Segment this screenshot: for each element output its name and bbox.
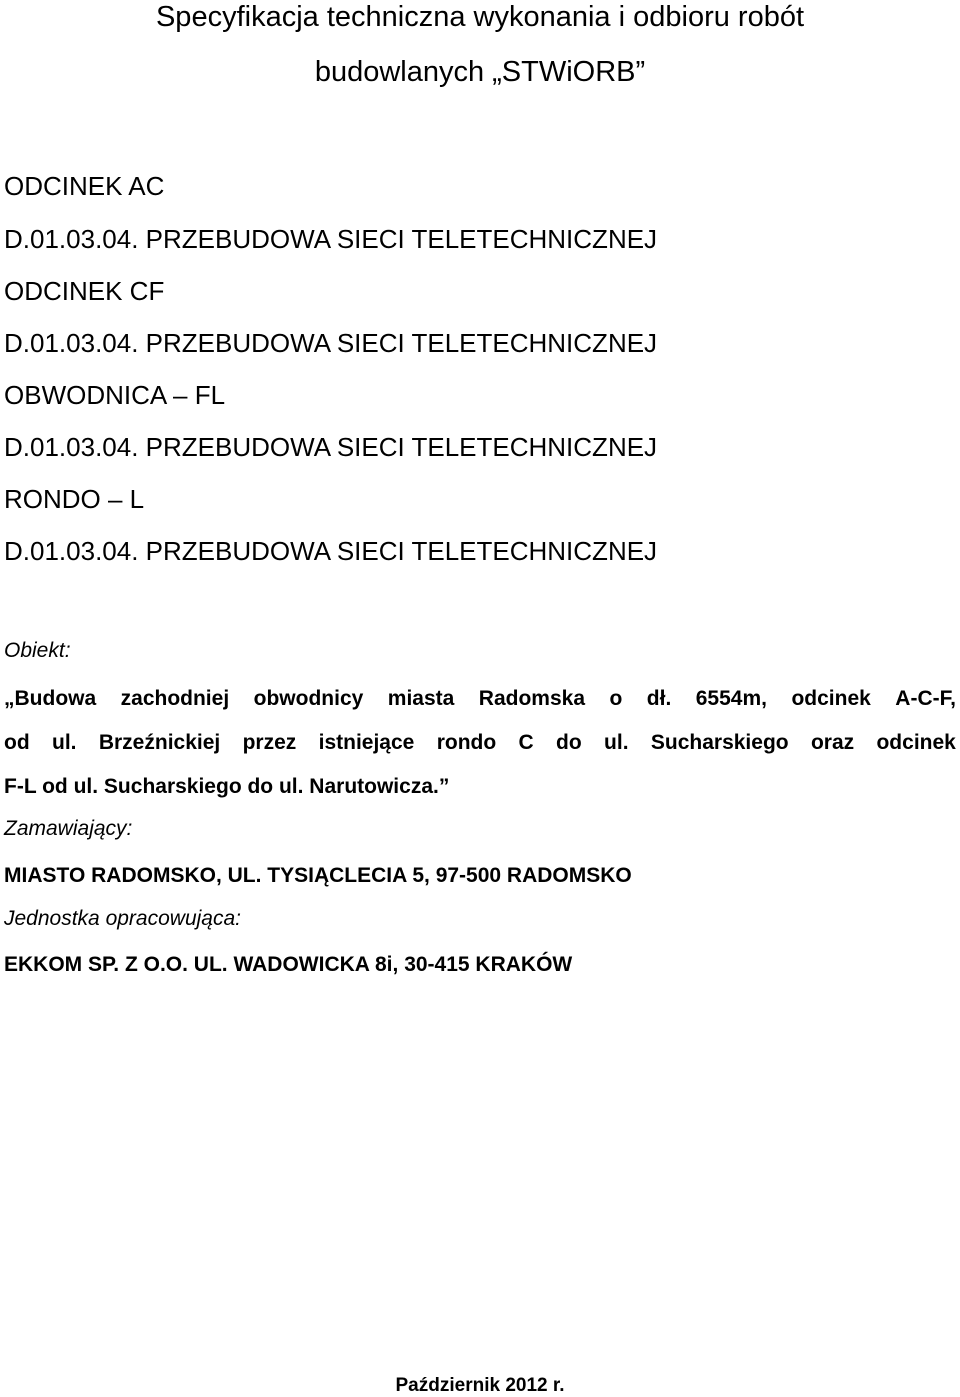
section-heading-l: RONDO – L [4, 484, 145, 514]
obiekt-word: ul. [604, 731, 629, 754]
obiekt-label: Obiekt: [4, 639, 71, 662]
jednostka-label: Jednostka opracowująca: [4, 907, 241, 930]
obiekt-description-line-1 [4, 686, 956, 712]
section-item-l: D.01.03.04. PRZEBUDOWA SIECI TELETECHNICZNEJ [4, 536, 658, 566]
obiekt-word: „Budowa [4, 687, 97, 710]
obiekt-word: obwodnicy [253, 687, 364, 710]
obiekt-word: do [556, 731, 582, 754]
document-date: Październik 2012 r. [395, 1375, 565, 1396]
obiekt-word: 6554m, [695, 687, 767, 710]
zamawiajacy-label: Zamawiający: [4, 817, 133, 840]
obiekt-word: rondo [436, 731, 497, 754]
obiekt-word: Radomska [478, 687, 586, 710]
obiekt-word: odcinek [791, 687, 871, 710]
obiekt-word: Brzeźnickiej [98, 731, 221, 754]
obiekt-word: dł. [646, 687, 672, 710]
obiekt-word: istniejące [318, 731, 415, 754]
section-item-ac: D.01.03.04. PRZEBUDOWA SIECI TELETECHNICZNEJ [4, 224, 658, 254]
document-title-line-2: budowlanych „STWiORB” [314, 56, 646, 88]
section-heading-fl: OBWODNICA – FL [4, 380, 226, 410]
obiekt-word: przez [242, 731, 297, 754]
obiekt-word: odcinek [876, 731, 956, 754]
obiekt-word: ul. [52, 731, 77, 754]
obiekt-word: miasta [387, 687, 455, 710]
zamawiajacy-value: MIASTO RADOMSKO, UL. TYSIĄCLECIA 5, 97-500 RADOMSKO [4, 864, 632, 887]
obiekt-word: oraz [810, 731, 855, 754]
section-item-cf: D.01.03.04. PRZEBUDOWA SIECI TELETECHNICZNEJ [4, 328, 658, 358]
obiekt-description [4, 686, 956, 796]
section-heading-cf: ODCINEK CF [4, 276, 165, 306]
obiekt-word: A-C-F, [895, 687, 956, 710]
obiekt-description-line-2 [4, 730, 956, 756]
obiekt-word: o [609, 687, 623, 710]
jednostka-value: EKKOM SP. Z O.O. UL. WADOWICKA 8i, 30-415 KRAKÓW [4, 953, 573, 976]
section-item-fl: D.01.03.04. PRZEBUDOWA SIECI TELETECHNICZNEJ [4, 432, 658, 462]
obiekt-word: Sucharskiego [650, 731, 789, 754]
obiekt-word: od [4, 731, 30, 754]
obiekt-description-line-3: F-L od ul. Sucharskiego do ul. Narutowicza.” [4, 775, 450, 798]
document-title-line-1: Specyfikacja techniczna wykonania i odbioru robót [155, 1, 805, 33]
obiekt-word: zachodniej [120, 687, 230, 710]
section-heading-ac: ODCINEK AC [4, 171, 165, 201]
obiekt-word: C [518, 731, 534, 754]
